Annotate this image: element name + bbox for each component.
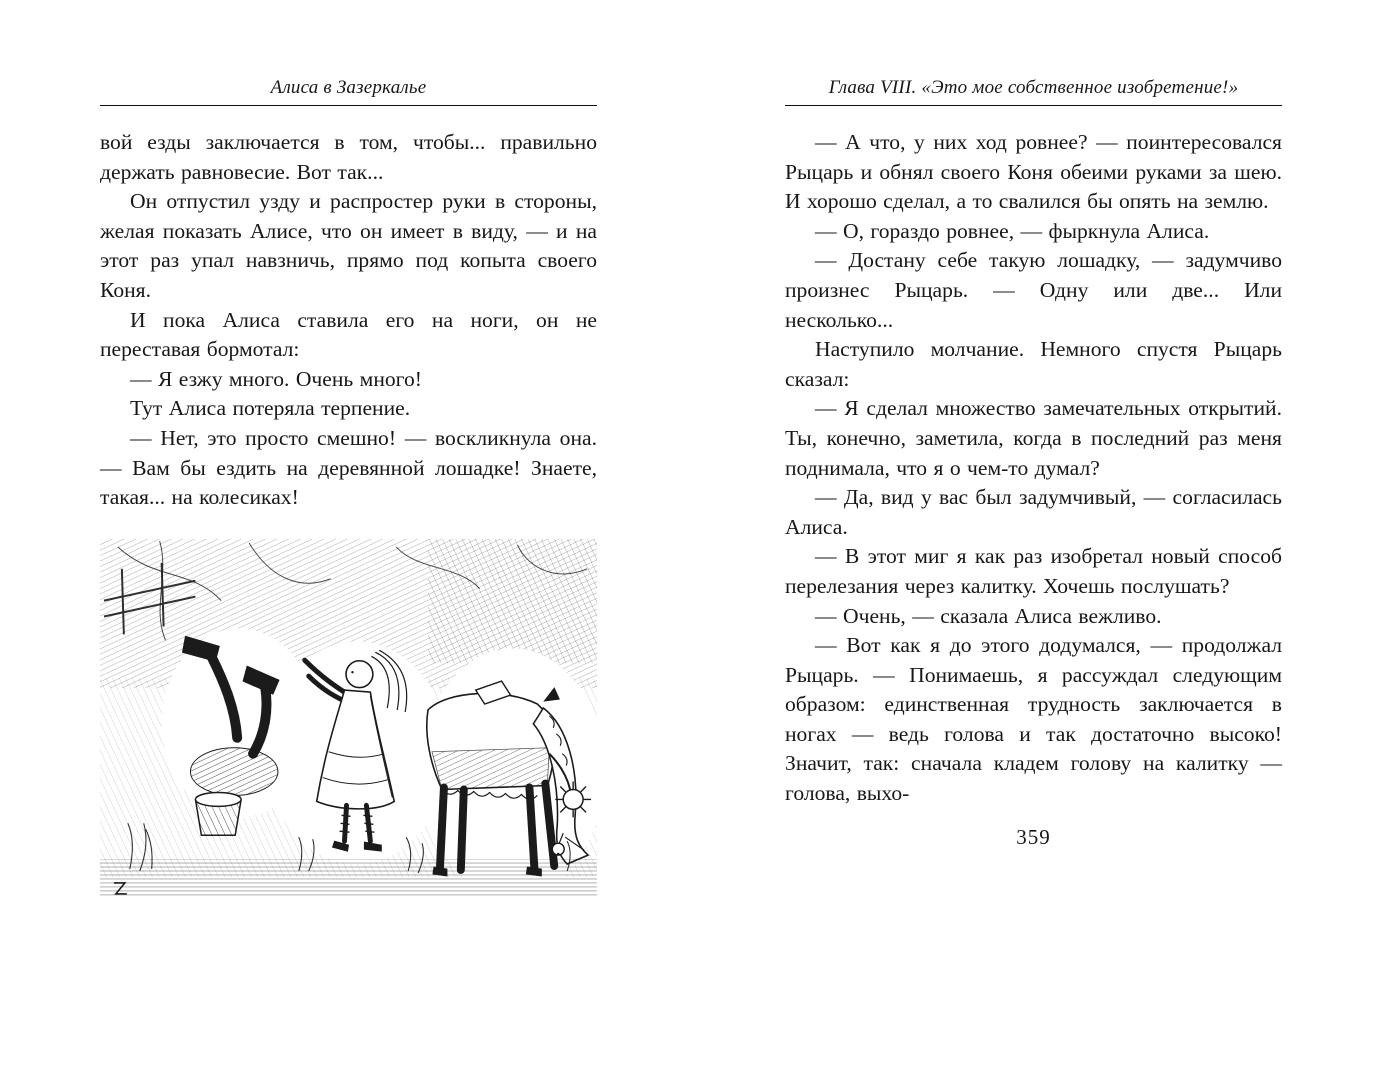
page-right: [785, 76, 1282, 850]
paragraph: — О, гораздо ровнее, — фыркнула Алиса.: [815, 218, 1210, 243]
paragraph: — Да, вид у вас был задумчивый, — согласилась Алиса.: [785, 485, 1282, 539]
paragraph: — Я сделал множество замечательных открытий. Ты, конечно, заметила, когда в последний раз меня поднимала, что я о чем-то думал?: [785, 396, 1282, 480]
paragraph: Тут Алиса потеряла терпение.: [130, 396, 411, 421]
running-head-right: Глава VIII. «Это мое собственное изобретение!»: [785, 76, 1282, 106]
paragraph: Наступило молчание. Немного спустя Рыцарь сказал:: [785, 337, 1282, 391]
paragraph: — Достану себе такую лошадку, — задумчиво произнес Рыцарь. — Одну или две... Или несколько...: [785, 248, 1282, 332]
page-left-text: [100, 128, 597, 911]
paragraph: — Вот как я до этого додумался, — продолжал Рыцарь. — Понимаешь, я рассуждал следующим образом: единственная трудность заключается в ногах — ведь голова и так достаточно высоко! Значит, так: сначала кладем голову на калитку — голова, выхо-: [785, 633, 1282, 806]
paragraph: — Я езжу много. Очень много!: [130, 366, 422, 391]
running-head-left: Алиса в Зазеркалье: [100, 76, 597, 106]
illustration-alice-and-white-knight: [100, 539, 597, 912]
paragraph: — Нет, это просто смешно! — воскликнула она. — Вам бы ездить на деревянной лошадке! Знаете, такая... на колесиках!: [100, 425, 597, 510]
page-right-text: [785, 128, 1282, 809]
paragraph: вой езды заключается в том, чтобы... правильно держать равновесие. Вот так...: [100, 130, 597, 184]
page-number: 359: [1016, 824, 1051, 849]
paragraph: — Очень, — сказала Алиса вежливо.: [815, 603, 1162, 628]
paragraph: — А что, у них ход ровнее? — поинтересовался Рыцарь и обнял своего Коня обеими руками за шею. И хорошо сделал, а то свалился бы опять на землю.: [785, 130, 1282, 214]
engraving-image: [100, 539, 597, 912]
paragraph: Он отпустил узду и распростер руки в стороны, желая показать Алисе, что он имеет в виду, — и на этот раз упал навзничь, прямо под копыта своего Коня.: [100, 189, 597, 302]
page-left: [100, 76, 597, 911]
paragraph: — В этот миг я как раз изобретал новый способ перелезания через калитку. Хочешь послушать?: [785, 544, 1282, 598]
paragraph: И пока Алиса ставила его на ноги, он не переставая бормотал:: [100, 307, 597, 362]
bucket: [195, 792, 241, 835]
